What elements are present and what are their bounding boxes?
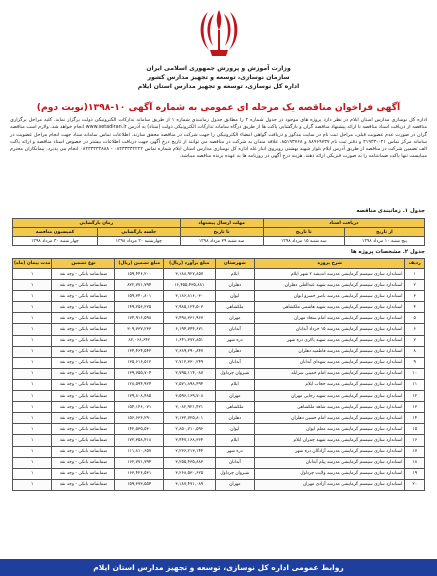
schedule-col-header: تا تاریخ (263, 228, 344, 237)
project-cell: ضمانتنامه بانکی - وجه نقد (52, 302, 115, 313)
projects-col-header: نوع تضمین (52, 259, 115, 269)
project-cell: استاندارد سازی سیستم گرمایشی مدرسه شهید هاشمی ملکشاهی (255, 302, 405, 313)
project-cell: ۲۰ (405, 479, 425, 490)
project-cell: استاندارد سازی سیستم گرمایشی مدرسه ناصر خسرو ایوان (255, 291, 405, 302)
project-cell: ۱۲۸,۵۹۴,۹۲۴ (115, 379, 164, 390)
project-cell: ۱۶۲,۷۷۱,۷۹۴ (115, 457, 164, 468)
table-row (13, 413, 425, 424)
receive-docs-header: دریافت اسناد (263, 219, 424, 228)
project-cell: ضمانتنامه بانکی - وجه نقد (52, 391, 115, 402)
table-row (13, 324, 425, 335)
table-row (13, 368, 425, 379)
project-cell: ۱ (13, 457, 52, 468)
project-cell: استاندارد سازی سیستم گرمایشی مدرسه امام حسین دهلران (255, 413, 405, 424)
project-cell: ضمانتنامه بانکی - وجه نقد (52, 269, 115, 280)
project-cell: ۱ (13, 468, 52, 479)
project-cell: ۶ (405, 324, 425, 335)
project-cell: ضمانتنامه بانکی - وجه نقد (52, 324, 115, 335)
project-cell: ضمانتنامه بانکی - وجه نقد (52, 335, 115, 346)
project-cell: ملکشاهی (215, 302, 254, 313)
project-cell: ۱۳۵,۶۱۶,۵۱۲ (115, 357, 164, 368)
schedule-col-header: تا تاریخ (180, 228, 263, 237)
project-cell: دره شهر (215, 335, 254, 346)
project-cell: ۲,۸۵۰,۷۱۰,۵۹۶ (163, 424, 215, 435)
project-cell: ۱۶۳,۴۲۶,۵۳۱ (115, 468, 164, 479)
project-cell: مهران (215, 391, 254, 402)
project-cell: ۱۱ (405, 379, 425, 390)
schedule-col-header: از تاریخ (344, 228, 424, 237)
project-cell: ۱۴۲,۵۳۵,۵۳۰ (115, 424, 164, 435)
project-cell: ضمانتنامه بانکی - وجه نقد (52, 313, 115, 324)
project-cell: ۱ (13, 435, 52, 446)
project-cell: ۱ (13, 413, 52, 424)
project-cell: ۱۱۱,۸۱۰,۶۵۷ (115, 446, 164, 457)
project-cell: ضمانتنامه بانکی - وجه نقد (52, 379, 115, 390)
project-cell: ضمانتنامه بانکی - وجه نقد (52, 291, 115, 302)
project-cell: ۱۵ (405, 424, 425, 435)
schedule-col-header: کمیسیون مناقصه (13, 228, 98, 237)
project-cell: ۱۲ (405, 391, 425, 402)
project-cell: ۱,۶۴۱,۳۷۲,۸۵۱ (163, 335, 215, 346)
ministry-name: وزارت آموزش و پرورش جمهوری اسلامی ایران (146, 65, 291, 72)
project-cell: ۱ (13, 479, 52, 490)
project-cell: ۳,۱۸۷,۴۷۱,۰۸۹ (163, 479, 215, 490)
schedule-cell: پنج شنبه ۱۰ مرداد ۱۳۹۸ (344, 237, 424, 246)
project-cell: استاندارد سازی سیستم گرمایشی مدرسه آزادی مهران (255, 479, 405, 490)
table-row (13, 269, 425, 280)
opening-time-header: زمان بازگشایی (13, 219, 181, 228)
project-cell: ۱۶ (405, 435, 425, 446)
project-cell: استاندارد سازی سیستم گرمایشی مدرسه امام خمینی سرابله (255, 368, 405, 379)
table-row (13, 457, 425, 468)
project-cell: ۳,۵۹۶,۱۶۹,۷۰۸ (163, 391, 215, 402)
project-cell: شیروان چرداول (215, 468, 254, 479)
project-cell: ضمانتنامه بانکی - وجه نقد (52, 435, 115, 446)
project-cell: ۱۳ (405, 402, 425, 413)
project-cell: ۸۲,۰۶۸,۶۴۲ (115, 335, 164, 346)
project-cell: ایوان (215, 291, 254, 302)
project-cell: ضمانتنامه بانکی - وجه نقد (52, 446, 115, 457)
project-cell: ۱۶,۴۵۵,۴۳۵,۸۸۱ (163, 280, 215, 291)
project-cell: شیروان چرداول (215, 368, 254, 379)
notice-intro-paragraph: اداره کل نوسازی مدارس استان ایلام در نظر دارد پروژه های موجود در جدول شماره ۲ را مطابق جدول زمانبندی شماره ۱ از طریق سامانه تدارکات الکترونیکی دولت برگزار نماید. کلیه مراحل برگزاری مناقصه از دریافت اسناد مناقصه تا ارائه پیشنهاد مناقصه گران و بازگشایی پاکت ها از طریق درگاه سامانه تدارکات الکترونیکی دولت (ستاد) به آدرس www.setadiran.ir انجام خواهد شد. ولازم است مناقصه گران در صورت عدم عضویت قبلی، مراحل ثبت نام در سایت مذکور و دریافت گواهی امضاء الکترونیکی را جهت شرکت در مناقصه محقق سازند. اطلاعات تماس سامانه ستاد جهت انجام مراحل عضویت در سامانه مرکز تماس ۰۲۱-۴۱۹۳۴ و دفتر ثبت نام ۸۸۹۶۹۷۳۷ و ۸۵۱۹۳۷۶۸. علاقه مندان به شرکت در مناقصه می توانند از تاریخ درج آگهی جهت دریافت اطلاعات بیشتر در خصوص اسناد مناقصه و ارائه پاکت الف تضمین شرکت در مناقصه از طریق آدرس ایلام بلوار شهید بهشتی روبروی انبار غله اداره کل نوسازی مدارس استان ایلام شماره تماس ۰۸۴۳۳۳۳۲۲۲۲ - ۰۸۴۳۳۳۳۴۸۸۸ انجام می پذیرد. پیمانکاران محترم میبایست تنها پاکت ضمانتنامه را به صورت فیزیکی ارائه دهند. هزینه درج آگهی در روزنامه ها به عهده برنده مناقصه میباشد. (10, 117, 428, 160)
project-cell: ضمانتنامه بانکی - وجه نقد (52, 424, 115, 435)
project-cell: ۱ (13, 446, 52, 457)
project-cell: ۱۵۹,۴۴۶,۲۰۰ (115, 269, 164, 280)
project-cell: ضمانتنامه بانکی - وجه نقد (52, 402, 115, 413)
project-cell: ۱ (13, 302, 52, 313)
project-cell: ۴ (405, 302, 425, 313)
project-cell: ایلام (215, 269, 254, 280)
project-cell: ۱۵۹,۳۴۰,۸۰۱ (115, 291, 164, 302)
projects-col-header: ردیف (405, 259, 425, 269)
project-cell: ۱ (13, 402, 52, 413)
table-row (13, 335, 425, 346)
project-cell: ایوان (215, 424, 254, 435)
project-cell: استاندارد سازی سیستم گرمایشی مدرسه ولایت چرداول (255, 468, 405, 479)
schedule-table (12, 218, 425, 246)
project-cell: مهران (215, 313, 254, 324)
project-cell: استاندارد سازی سیستم گرمایشی مدرسه شاهد ملکشاهی (255, 402, 405, 413)
project-cell: ۱۳۴,۴۶۴,۵۴۲ (115, 346, 164, 357)
project-cell: ۱۴۹,۲۵۶,۲۲۵ (115, 302, 164, 313)
project-cell: استاندارد سازی سیستم گرمایشی مدرسه فاطمیه دهلران (255, 346, 405, 357)
project-cell: ۱۵۴,۱۴۶,۰۷۱ (115, 402, 164, 413)
project-cell: ۱ (13, 424, 52, 435)
schedule-row (13, 237, 425, 246)
project-cell: ۱ (13, 280, 52, 291)
project-cell: ملکشاهی (215, 402, 254, 413)
project-cell: ۱۷۴,۹۱۶,۵۹۸ (115, 313, 164, 324)
project-cell: ۳۰۹,۷۳۷,۲۳۳ (115, 324, 164, 335)
submit-deadline-header: مهلت ارسال پیشنهاد (180, 219, 263, 228)
table-row (13, 313, 425, 324)
table-row (13, 346, 425, 357)
public-relations-footer: روابط عمومی اداره کل نوسازی، توسعه و تجهیز مدارس استان ایلام (0, 559, 437, 576)
schedule-cell: چهار شنبه ۳۰ مرداد ۱۳۹۸ (13, 237, 98, 246)
project-cell: ۳,۱۳۲,۷۲۵,۸۰۱ (163, 413, 215, 424)
organization-name: سازمان نوسازی، توسعه و تجهیز مدارس کشور (147, 74, 290, 81)
notice-title: آگهی فراخوان مناقصه یک مرحله ای عمومی به شماره آگهی ۱۰-۱۳۹۸(نوبت دوم) (36, 102, 401, 113)
table-row (13, 446, 425, 457)
project-cell: ضمانتنامه بانکی - وجه نقد (52, 413, 115, 424)
project-cell: ۱۳۹,۷۵۵,۷۰۴ (115, 368, 164, 379)
project-cell: ضمانتنامه بانکی - وجه نقد (52, 357, 115, 368)
table-row (13, 357, 425, 368)
project-cell: ۱ (13, 335, 52, 346)
project-cell: ۲,۶۸۹,۲۹۰,۸۴۷ (163, 346, 215, 357)
projects-col-header: مبلغ برآورد (ریال) (163, 259, 215, 269)
project-cell: ۱۰ (405, 368, 425, 379)
project-cell: آبدانان (215, 457, 254, 468)
project-cell: ضمانتنامه بانکی - وجه نقد (52, 468, 115, 479)
project-cell: ۳,۰۸۲,۹۲۱,۴۲۱ (163, 402, 215, 413)
project-cell: ۳,۴۴۷,۱۶۸,۳۶۴ (163, 435, 215, 446)
project-cell: استاندارد سازی سیستم گرمایشی مدرسه پیام آبدانان (255, 457, 405, 468)
projects-col-header: مدت پیمان (ماه) (13, 259, 52, 269)
table-row (13, 468, 425, 479)
projects-header-row (13, 259, 425, 269)
project-cell: ۹ (405, 357, 425, 368)
project-cell: ۶,۱۹۴,۷۴۴,۶۷۱ (163, 324, 215, 335)
project-cell: آبدانان (215, 324, 254, 335)
project-cell: استاندارد سازی سیستم گرمایشی مدرسه معلم ایوان (255, 424, 405, 435)
project-cell: استاندارد سازی سیستم گرمایشی مدرسه شهید رجایی مهران (255, 391, 405, 402)
projects-table-label: جدول ۲. مشخصات پروژه ها (350, 249, 425, 255)
project-cell: ۷ (405, 335, 425, 346)
schedule-cell: چهارشنبه ۳۰ مرداد ۱۳۹۸ (98, 237, 181, 246)
project-cell: ضمانتنامه بانکی - وجه نقد (52, 479, 115, 490)
table-row (13, 391, 425, 402)
project-cell: ۸۲۲,۷۷۱,۷۹۴ (115, 280, 164, 291)
project-cell: ۱۵۶,۶۳۶,۲۹۰ (115, 413, 164, 424)
project-cell: ۲,۹۸۵,۱۲۴,۵۰۳ (163, 302, 215, 313)
project-cell: استاندارد سازی سیستم گرمایشی مدرسه حجاب ایلام (255, 379, 405, 390)
project-cell: ۳,۲۵۵,۴۳۵,۸۸۳ (163, 457, 215, 468)
provincial-office-name: اداره کل نوسازی، توسعه و تجهیز مدارس استان ایلام (137, 83, 300, 90)
project-cell: مهران (215, 479, 254, 490)
project-cell: دره شهر (215, 446, 254, 457)
project-cell: استاندارد سازی سیستم گرمایشی مدرسه ۱۵ خرداد آبدانان (255, 324, 405, 335)
project-cell: ۳ (405, 291, 425, 302)
project-cell: ۱۷ (405, 446, 425, 457)
table-row (13, 379, 425, 390)
table-row (13, 280, 425, 291)
project-cell: ۱ (13, 357, 52, 368)
project-cell: ۵ (405, 313, 425, 324)
project-cell: ۳,۱۸۸,۹۲۷,۸۵۷ (163, 269, 215, 280)
header-lines (8, 64, 429, 91)
projects-col-header: مبلغ تضمین (ریال) (115, 259, 164, 269)
table-row (13, 291, 425, 302)
projects-col-header: شرح پروژه (255, 259, 405, 269)
project-cell: ۱ (13, 291, 52, 302)
project-cell: ۸ (405, 346, 425, 357)
project-cell: ۲,۷۱۲,۳۳۰,۲۴۹ (163, 357, 215, 368)
project-cell: دهلران (215, 413, 254, 424)
project-cell: ۱ (13, 269, 52, 280)
projects-table (12, 258, 425, 491)
project-cell: ایلام (215, 435, 254, 446)
schedule-cell: سه شنبه ۲۹ مرداد ۱۳۹۸ (180, 237, 263, 246)
project-cell: ۱۷۹,۸۰۸,۴۸۵ (115, 391, 164, 402)
project-cell: ۲,۷۹۵,۱۱۴,۰۸۷ (163, 368, 215, 379)
iran-emblem-icon (196, 6, 242, 62)
project-cell: استاندارد سازی سیستم گرمایشی مدرسه شهید چمران ایلام (255, 435, 405, 446)
project-cell: ۲,۲۳۶,۲۱۳,۱۴۴ (163, 446, 215, 457)
project-cell: ۱ (13, 313, 52, 324)
project-cell: استاندارد سازی سیستم گرمایشی مدرسه شهدای آبدانان (255, 357, 405, 368)
project-cell: استاندارد سازی سیستم گرمایشی مدرسه امام سجاد مهران (255, 313, 405, 324)
project-cell: ۱۴ (405, 413, 425, 424)
project-cell: ۳,۱۸۶,۸۱۶,۰۳۰ (163, 291, 215, 302)
project-cell: ضمانتنامه بانکی - وجه نقد (52, 346, 115, 357)
project-cell: استاندارد سازی سیستم گرمایشی مدرسه شهید باکری دره شهر (255, 335, 405, 346)
table-row (13, 435, 425, 446)
project-cell: استاندارد سازی سیستم گرمایشی مدرسه اندیشه ۲ شهر ایلام (255, 269, 405, 280)
project-cell: ۱ (13, 391, 52, 402)
project-cell: ۱۵۹,۳۷۳,۵۵۴ (115, 479, 164, 490)
project-cell: آبدانان (215, 357, 254, 368)
project-cell: ۲,۵۷۱,۸۹۸,۴۹۴ (163, 379, 215, 390)
project-cell: ۱ (13, 324, 52, 335)
schedule-cell: سه شنبه ۱۵ مرداد ۱۳۹۸ (263, 237, 344, 246)
project-cell: ۱ (13, 379, 52, 390)
project-cell: ضمانتنامه بانکی - وجه نقد (52, 280, 115, 291)
project-cell: ۱ (405, 269, 425, 280)
project-cell: ضمانتنامه بانکی - وجه نقد (52, 368, 115, 379)
project-cell: استاندارد سازی سیستم گرمایشی مدرسه آزادگان دره شهر (255, 446, 405, 457)
project-cell: ۱ (13, 368, 52, 379)
project-cell: ۳,۲۶۸,۵۳۰,۶۲۵ (163, 468, 215, 479)
project-cell: ۱ (13, 346, 52, 357)
project-cell: دهلران (215, 346, 254, 357)
table-row (13, 479, 425, 490)
project-cell: ۱۹ (405, 468, 425, 479)
project-cell: ۱۸ (405, 457, 425, 468)
table-row (13, 402, 425, 413)
project-cell: ۲ (405, 280, 425, 291)
project-cell: ایلام (215, 379, 254, 390)
project-cell: ضمانتنامه بانکی - وجه نقد (52, 457, 115, 468)
table-row (13, 302, 425, 313)
project-cell: ۳,۴۹۸,۳۳۱,۹۶۷ (163, 313, 215, 324)
project-cell: ۱۷۲,۳۵۸,۴۱۸ (115, 435, 164, 446)
schedule-table-label: جدول ۱. زمانبندی مناقصه (356, 208, 425, 214)
project-cell: دهلران (215, 280, 254, 291)
schedule-col-header: جلسه بازگشایی (98, 228, 181, 237)
project-cell: استاندارد سازی سیستم گرمایشی مدرسه شهید عبدالعلی دهلران (255, 280, 405, 291)
projects-col-header: شهرستان (215, 259, 254, 269)
table-row (13, 424, 425, 435)
